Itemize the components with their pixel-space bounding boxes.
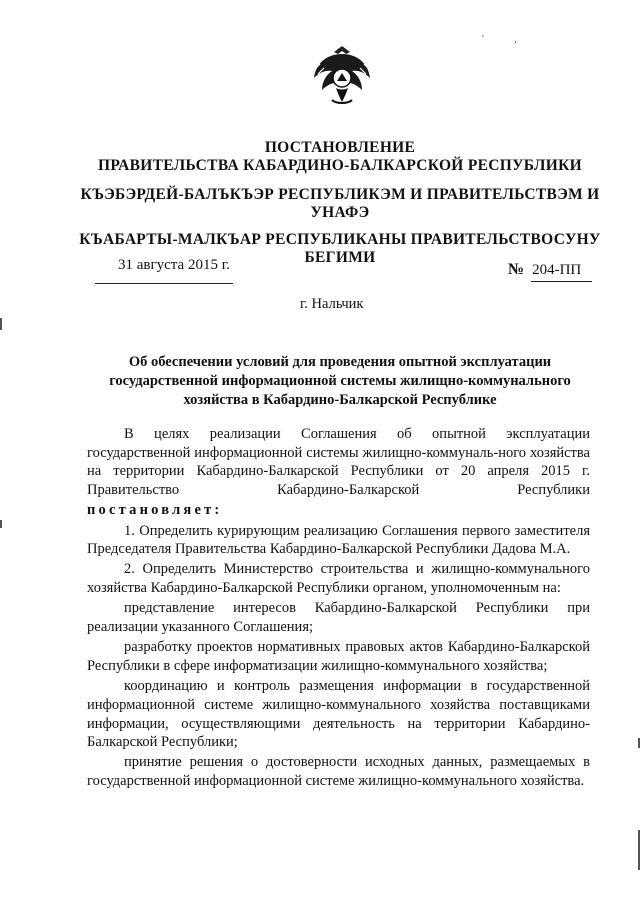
header-kabardian-line2: УНАФЭ [310,204,370,221]
number-sign: № [508,261,525,278]
header-title-line2: ПРАВИТЕЛЬСТВА КАБАРДИНО-БАЛКАРСКОЙ РЕСПУБЛИКИ [97,157,583,174]
subitem-3-paragraph: координацию и контроль размещения информации в государственной информационной системе жилищно-коммунального хозяйства поставщиками информации, осуществляющими деятельность на территории Кабардино-Балкарской Республики; [87,678,590,751]
document-number [508,261,581,279]
header-kabardian-line1: КЪЭБЭРДЕЙ-БАЛЪКЪЭР РЕСПУБЛИКЭМ И ПРАВИТЕЛЬСТВЭМ И [80,186,600,203]
scan-edge-mark [0,318,2,330]
coat-of-arms-emblem [310,38,374,110]
resolves-word: постановляет: [87,502,223,519]
scan-specks: ' , [482,34,531,45]
document-date: 31 августа 2015 г. [118,257,230,273]
document-title-line2: государственной информационной системы жилищно-коммунального [109,373,571,389]
subitem-2-paragraph: разработку проектов нормативных правовых актов Кабардино-Балкарской Республики в сфере информатизации жилищно-коммунального хозяйства; [87,639,590,674]
scan-edge-mark [0,520,2,528]
subitem-1-paragraph: представление интересов Кабардино-Балкарской Республики при реализации указанного Соглашения; [87,600,590,636]
document-city: г. Нальчик [300,296,364,312]
item-2-paragraph: 2. Определить Министерство строительства и жилищно-коммунального хозяйства Кабардино-Балкарской Республики органом, уполномоченным на: [87,561,590,597]
document-title-line3: хозяйства в Кабардино-Балкарской Республике [183,392,497,408]
resolves-paragraph [87,501,590,520]
number-underline [531,281,592,282]
document-title [88,353,592,410]
header-balkar-line2: БЕГИМИ [304,249,376,266]
document-title-line1: Об обеспечении условий для проведения опытной эксплуатации [128,354,552,370]
header-balkar-line1: КЪАБАРТЫ-МАЛКЪАР РЕСПУБЛИКАНЫ ПРАВИТЕЛЬСТВОСУНУ [79,231,601,248]
number-value: 204-ПП [532,262,582,278]
document-body [87,425,590,792]
header-title-line1: ПОСТАНОВЛЕНИЕ [264,139,416,156]
item-1-paragraph: 1. Определить курирующим реализацию Соглашения первого заместителя Председателя Правительства Кабардино-Балкарской Республики Дадова М.А. [87,522,590,558]
preamble-paragraph: В целях реализации Соглашения об опытной эксплуатации государственной информационной системы жилищно-коммуналь-ного хозяйства на территории Кабардино-Балкарской Республики от 20 апреля 2015 г. Правительство Кабардино-Балкарской Республики [87,426,590,499]
subitem-4-paragraph: принятие решения о достоверности исходных данных, размещаемых в государственной информационной системе жилищно-коммунального хозяйства. [87,754,590,790]
date-underline [95,283,233,284]
